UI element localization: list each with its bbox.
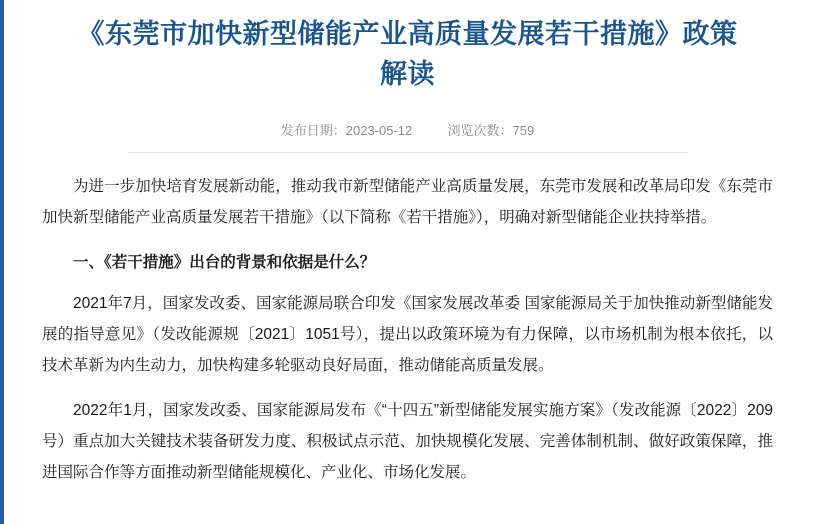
- paragraph-2022: 2022年1月，国家发改委、国家能源局发布《“十四五”新型储能发展实施方案》（发改能源〔2022〕209号）重点加大关键技术装备研发力度、积极试点示范、加快规模化发展、完善体制机制、做好政策保障，推进国际合作等方面推动新型储能规模化、产业化、市场化发展。: [42, 402, 773, 481]
- paragraph-2021: 2021年7月，国家发改委、国家能源局联合印发《国家发展改革委 国家能源局关于加快推动新型储能发展的指导意见》（发改能源规〔2021〕1051号），提出以政策环境为有力保障，以市场机制为根本依托，以技术革新为内生动力，加快构建多轮驱动良好局面，推动储能高质量发展。: [42, 295, 773, 374]
- document-body: [42, 171, 773, 488]
- meta-divider: [128, 152, 688, 153]
- document-meta: [42, 120, 773, 153]
- paragraph-intro: 为进一步加快培育发展新动能，推动我市新型储能产业高质量发展，东莞市发展和改革局印发《东莞市加快新型储能产业高质量发展若干措施》（以下简称《若干措施》），明确对新型储能企业扶持举措。: [42, 178, 773, 226]
- publish-date: 发布日期：2023-05-12: [280, 123, 413, 138]
- view-count: 浏览次数：759: [447, 123, 535, 138]
- left-accent-rule: [0, 0, 4, 524]
- page-title: 《东莞市加快新型储能产业高质量发展若干措施》政策解读: [77, 19, 738, 89]
- section-heading-1: 一、《若干措施》出台的背景和依据是什么？: [73, 254, 376, 271]
